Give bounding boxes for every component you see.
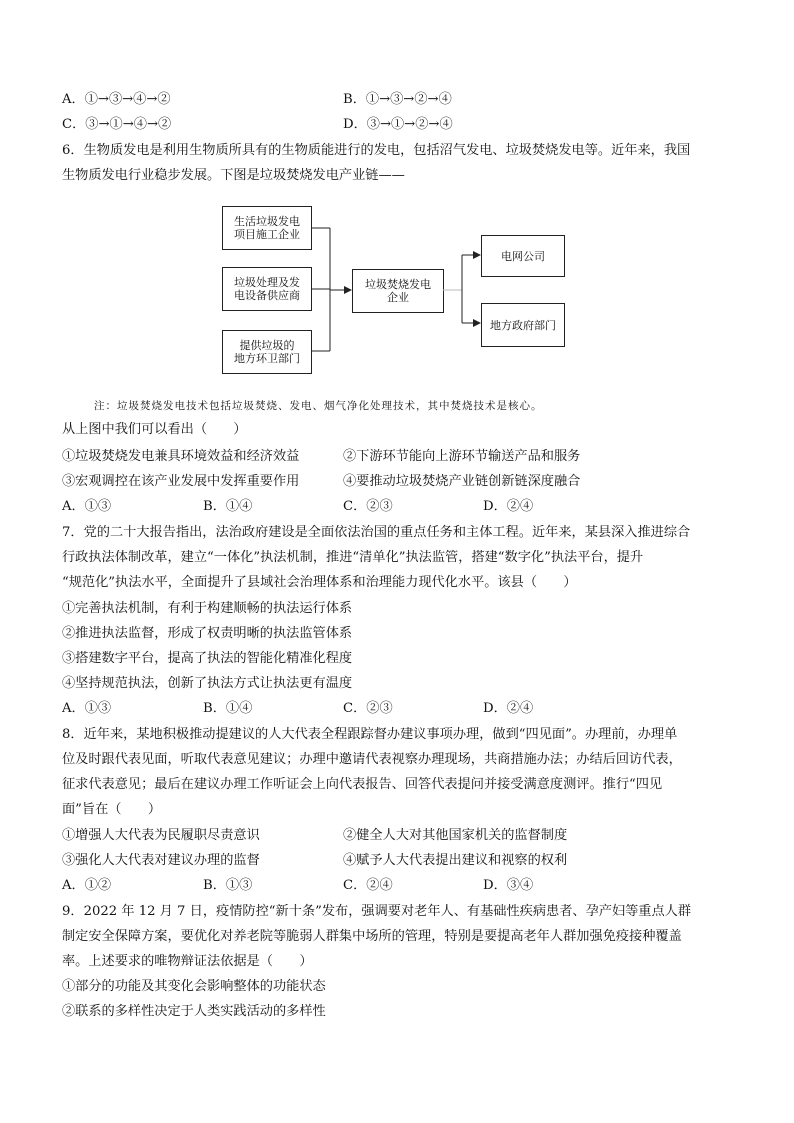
q7-statement-4: ④坚持规范执法，创新了执法方式让执法更有温度 — [62, 676, 353, 691]
q8-line2: 位及时跟代表见面，听取代表意见建议；办理中邀请代表视察办理现场，共商措施办法；办结后回访代表， — [62, 752, 682, 767]
q6-line2: 生物质发电行业稳步发展。下图是垃圾焚烧发电产业链—— — [62, 168, 405, 183]
q7-statement-2: ②推进执法监督，形成了权责明晰的执法监管体系 — [62, 626, 353, 641]
q6-line1: 6．生物质发电是利用生物质所具有的生物质能进行的发电，包括沼气发电、垃圾焚烧发电等。近年来，我国 — [62, 143, 691, 158]
q8-line3: 征求代表意见；最后在建议办理工作听证会上向代表报告、回答代表提问并接受满意度测评。推行“四见 — [62, 777, 663, 792]
q9-line2: 制定安全保障方案，要优化对养老院等脆弱人群集中场所的管理，特别是要提高老年人群加强免疫接种覆盖 — [62, 929, 682, 944]
option-b: B．①→③→②→④ — [343, 92, 452, 107]
q7-statement-1: ①完善执法机制，有利于构建顺畅的执法运行体系 — [62, 601, 353, 616]
q7-option-c: C．②③ — [343, 701, 393, 716]
q9-line3: 率。上述要求的唯物辩证法依据是（ ） — [62, 954, 313, 969]
box-grid-company: 电网公司 — [481, 235, 565, 277]
q6-statement-4: ④要推动垃圾焚烧产业链创新链深度融合 — [343, 474, 581, 489]
q8-statement-2: ②健全人大对其他国家机关的监督制度 — [343, 828, 568, 843]
box-equipment-supplier: 垃圾处理及发 电设备供应商 — [222, 267, 312, 311]
q7-option-b: B．①④ — [203, 701, 253, 716]
option-c: C．③→①→④→② — [62, 117, 172, 132]
q8-statement-4: ④赋予人大代表提出建议和视察的权利 — [343, 853, 568, 868]
q7-line2: 行政执法体制改革，建立“一体化”执法机制，推进“清单化”执法监管，搭建“数字化”执法平台，提升 — [62, 550, 644, 565]
option-a: A．①→③→④→② — [62, 92, 171, 107]
q6-option-d: D．②④ — [483, 499, 534, 514]
q6-stem: 从上图中我们可以看出（ ） — [62, 422, 247, 437]
q8-option-d: D．③④ — [483, 878, 534, 893]
box-incineration-enterprise: 垃圾焚烧发电 企业 — [352, 269, 444, 313]
q9-statement-2: ②联系的多样性决定于人类实践活动的多样性 — [62, 1004, 326, 1019]
q8-option-c: C．②④ — [343, 878, 393, 893]
q6-statement-2: ②下游环节能向上游环节输送产品和服务 — [343, 449, 581, 464]
q9-line1: 9．2022 年 12 月 7 日，疫情防控“新十条”发布，强调要对老年人、有基础性疾病患者、孕产妇等重点人群 — [62, 904, 692, 919]
q9-statement-1: ①部分的功能及其变化会影响整体的功能状态 — [62, 979, 326, 994]
q6-option-c: C．②③ — [343, 499, 393, 514]
q6-statement-1: ①垃圾焚烧发电兼具环境效益和经济效益 — [62, 449, 300, 464]
q8-statement-1: ①增强人大代表为民履职尽责意识 — [62, 828, 260, 843]
diagram-note: 注：垃圾焚烧发电技术包括垃圾焚烧、发电、烟气净化处理技术，其中焚烧技术是核心。 — [94, 400, 543, 412]
box-construction-enterprise: 生活垃圾发电 项目施工企业 — [222, 206, 312, 250]
box-local-government: 地方政府部门 — [481, 303, 565, 347]
q7-line3: “规范化”执法水平，全面提升了县域社会治理体系和治理能力现代化水平。该县（ ） — [62, 575, 577, 590]
q8-option-a: A．①② — [62, 878, 112, 893]
q7-option-a: A．①③ — [62, 701, 112, 716]
q6-option-a: A．①③ — [62, 499, 112, 514]
q7-option-d: D．②④ — [483, 701, 534, 716]
q7-statement-3: ③搭建数字平台，提高了执法的智能化精准化程度 — [62, 651, 353, 666]
q8-statement-3: ③强化人大代表对建议办理的监督 — [62, 853, 260, 868]
q8-option-b: B．①③ — [203, 878, 253, 893]
q6-statement-3: ③宏观调控在该产业发展中发挥重要作用 — [62, 474, 300, 489]
q8-line4: 面”旨在（ ） — [62, 802, 162, 817]
q8-line1: 8．近年来，某地积极推动提建议的人大代表全程跟踪督办建议事项办理，做到“四见面”。办理前，办理单 — [62, 727, 678, 742]
q7-line1: 7．党的二十大报告指出，法治政府建设是全面依法治国的重点任务和主体工程。近年来，某县深入推进综合 — [62, 525, 691, 540]
q6-option-b: B．①④ — [203, 499, 253, 514]
option-d: D．③→①→②→④ — [343, 117, 453, 132]
box-sanitation-department: 提供垃圾的 地方环卫部门 — [222, 330, 312, 374]
